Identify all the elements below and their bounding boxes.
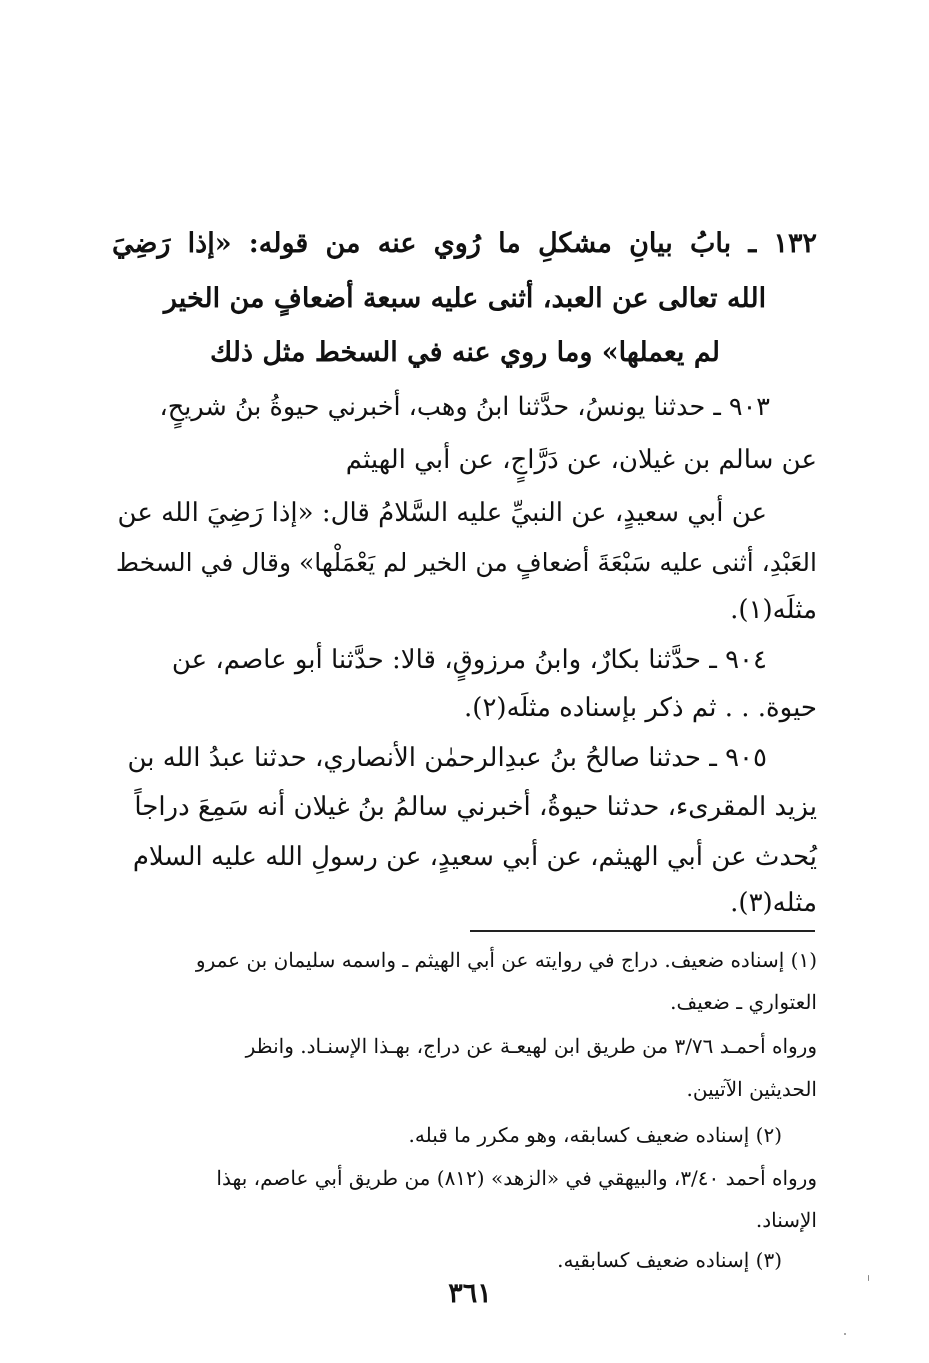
scan-speck [844, 1333, 846, 1335]
hadith-line: عن سالم بن غيلان، عن دَرَّاجٍ، عن أبي الهيثم [345, 445, 817, 475]
hadith-line: مثله(٣). [730, 888, 817, 918]
footnote-line: (١) إسناده ضعيف. دراج في روايته عن أبي الهيثم ـ واسمه سليمان بن عمرو [195, 948, 817, 972]
footnote-line: ورواه أحمد ٣/٤٠، والبيهقي في «الزهد» (٨١٢) من طريق أبي عاصم، بهذا [216, 1166, 817, 1190]
hadith-line: مثلَه(١). [730, 595, 817, 625]
footnote-line: الإسناد. [755, 1208, 817, 1232]
hadith-line: ٩٠٣ ـ حدثنا يونسُ، حدَّثنا ابنُ وهب، أخبرني حيوةُ بنُ شريحٍ، [159, 392, 770, 422]
hadith-line: العَبْدِ، أثنى عليه سَبْعَةَ أضعافٍ من الخير لم يَعْمَلْها» وقال في السخط [115, 548, 817, 577]
hadith-line: عن أبي سعيدٍ، عن النبيِّ عليه السَّلامُ قال: «إذا رَضِيَ الله عن [117, 498, 767, 528]
scan-speck [868, 1275, 869, 1281]
chapter-heading-line: ١٣٢ ـ بابُ بيانِ مشكلِ ما رُوي عنه من قوله: «إذا رَضِيَ [112, 228, 817, 259]
hadith-line: ٩٠٤ ـ حدَّثنا بكارٌ، وابنُ مرزوقٍ، قالا: حدَّثنا أبو عاصم، عن [171, 645, 767, 675]
chapter-heading-line: لم يعملها» وما روي عنه في السخط مثل ذلك [209, 337, 721, 368]
footnote-line: (٣) إسناده ضعيف كسابقيه. [557, 1248, 782, 1272]
hadith-line: ٩٠٥ ـ حدثنا صالحُ بنُ عبدِالرحمٰن الأنصاري، حدثنا عبدُ الله بن [127, 743, 767, 773]
footnote-line: العتواري ـ ضعيف. [670, 990, 817, 1014]
footnote-separator [470, 930, 815, 932]
footnote-line: (٢) إسناده ضعيف كسابقه، وهو مكرر ما قبله. [408, 1123, 782, 1147]
footnote-line: ورواه أحمـد ٣/٧٦ من طريق ابن لهيعـة عن دراج، بهـذا الإسنـاد. وانظر [245, 1034, 817, 1058]
hadith-line: يُحدث عن أبي الهيثم، عن أبي سعيدٍ، عن رسولِ الله عليه السلام [132, 842, 817, 872]
chapter-heading-line: الله تعالى عن العبد، أثنى عليه سبعة أضعافٍ من الخير [163, 283, 767, 314]
hadith-line: يزيد المقرىء، حدثنا حيوةُ، أخبرني سالمُ بنُ غيلان أنه سَمِعَ دراجاً [134, 792, 817, 822]
footnote-line: الحديثين الآتيين. [686, 1077, 817, 1101]
hadith-line: حيوة. . . ثم ذكر بإسناده مثلَه(٢). [464, 693, 817, 723]
page-number: ٣٦١ [448, 1278, 492, 1309]
